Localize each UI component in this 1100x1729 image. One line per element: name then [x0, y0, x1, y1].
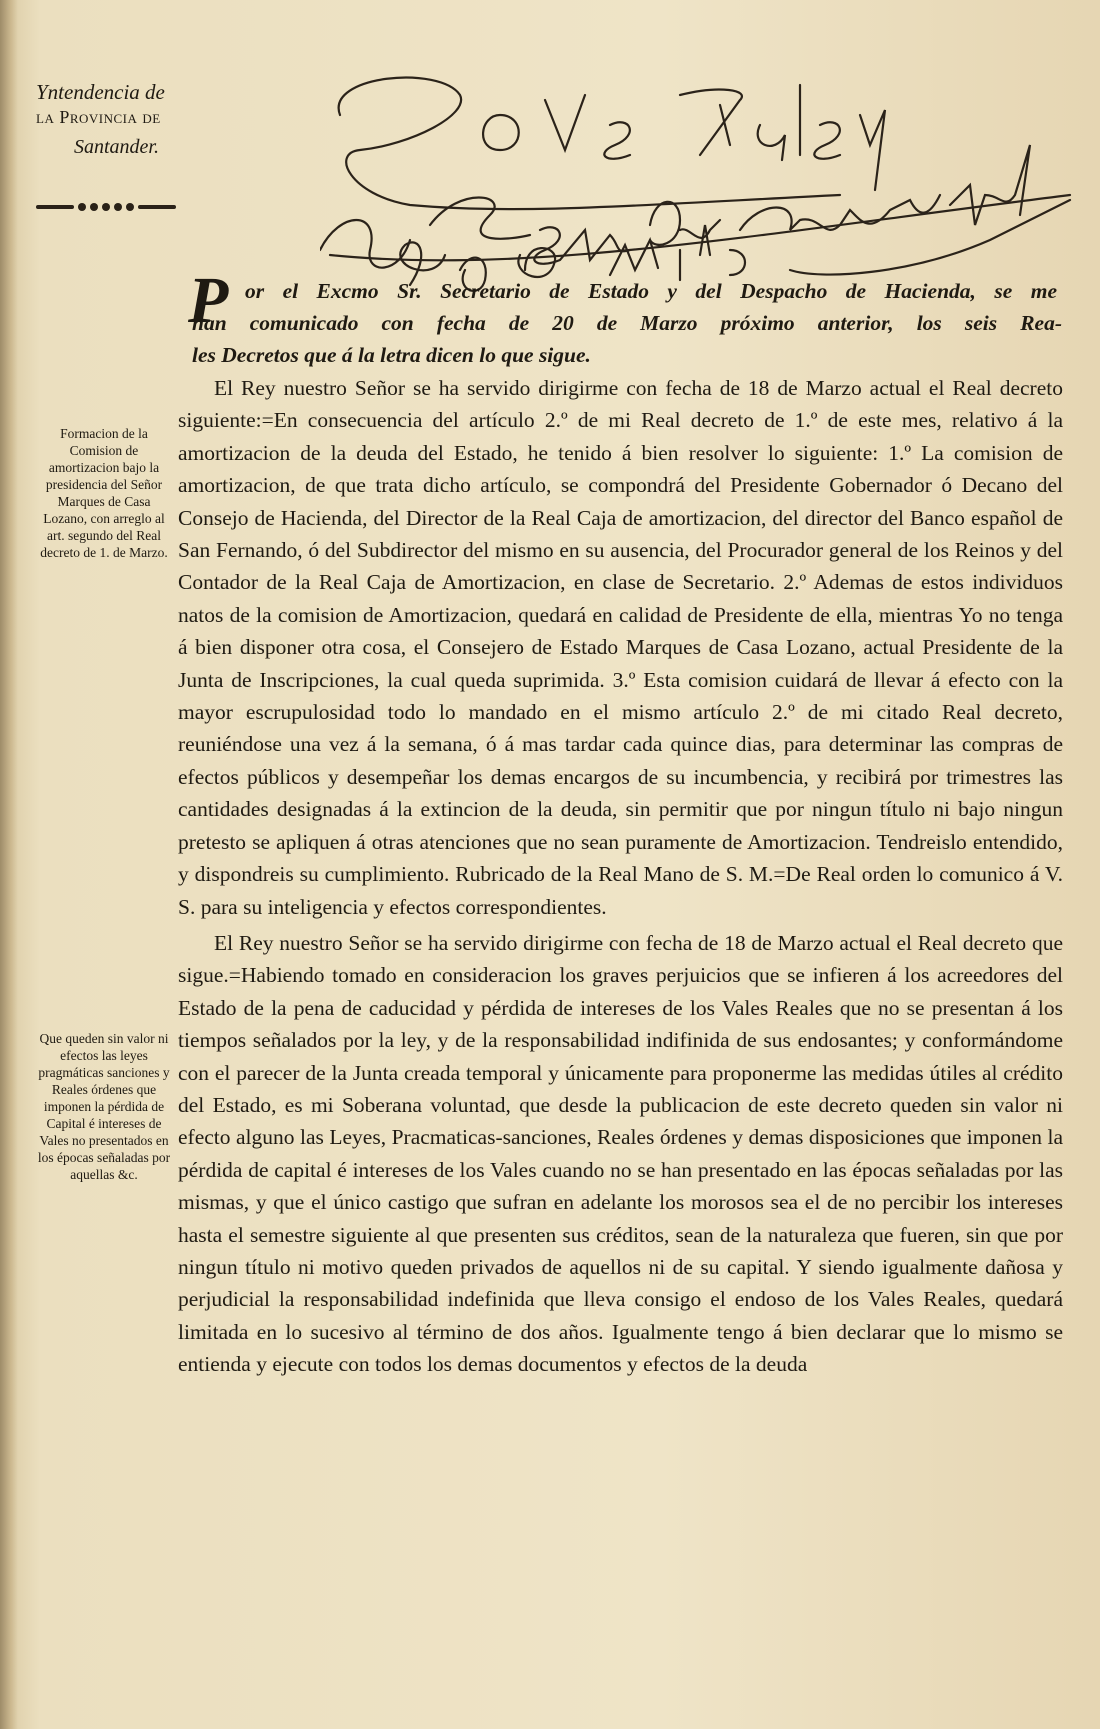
- intro-line3: les Decretos que á la letra dicen lo que sigue.: [192, 343, 591, 367]
- margin-note-amortizacion: Formacion de la Comision de amortizacion bajo la presidencia del Señor Marques de Casa Lozano, con arreglo al art. segundo del Real decreto de 1. de Marzo.: [40, 426, 168, 560]
- ornament-divider: [36, 200, 176, 214]
- letterhead: [36, 80, 206, 159]
- decree-text: [178, 372, 1063, 1381]
- drop-cap: P: [188, 264, 229, 337]
- letterhead-line2: la Provincia de: [36, 107, 161, 127]
- letterhead-line3: Santander.: [74, 136, 159, 158]
- handwritten-annotation: [320, 55, 1080, 295]
- handwriting-strokes: [320, 55, 1080, 295]
- paragraph-amortizacion: El Rey nuestro Señor se ha servido dirigirme con fecha de 18 de Marzo actual el Real decreto siguiente:=En consecuencia del artículo 2.º de mi Real decreto de 1.º de este mes, relativo á la amortizacion de la deuda del Estado, he tenido á bien resolver lo siguiente: 1.º La comision de amortizacion, de que trata dicho artículo, se compondrá del Presidente Gobernador ó Decano del Consejo de Hacienda, del Director de la Real Caja de amortizacion, del director del Banco español de San Fernando, ó del Subdirector del mismo en su ausencia, del Procurador general de los Reinos y del Contador de la Real Caja de Amortizacion, en clase de Secretario. 2.º Ademas de estos individuos natos de la comision de Amortizacion, quedará en calidad de Presidente de ella, mientras Yo no tenga á bien disponer otra cosa, el Consejero de Estado Marques de Casa Lozano, actual Presidente de la Junta de Inscripciones, la cual queda suprimida. 3.º Esta comision cuidará de llevar á efecto con la mayor escrupulosidad todo lo mandado en el mismo artículo 2.º de mi citado Real decreto, reuniéndose una vez á la semana, ó á mas tardar cada quince dias, para determinar las compras de efectos públicos y desempeñar los demas encargos de su incumbencia, y recibirá por trimestres las cantidades designadas á la extincion de la deuda, sin permitir que por ningun título ni bajo ningun pretesto se apliquen á otras atenciones que no sean puramente de Amortizacion. Tendreislo entendido, y dispondreis su cumplimiento. Rubricado de la Real Mano de S. M.=De Real orden lo comunico á V. S. para su inteligencia y efectos correspondientes.: [178, 376, 1063, 919]
- paragraph-vales-reales: El Rey nuestro Señor se ha servido dirigirme con fecha de 18 de Marzo actual el Real decreto que sigue.=Habiendo tomado en consideracion los graves perjuicios que se infieren á los acreedores del Estado de la pena de caducidad y pérdida de intereses de los Vales Reales que no se presentan á los tiempos señalados por la ley, y de la responsabilidad indifinida de sus endosantes; y conformándome con el parecer de la Junta creada temporal y únicamente para proponerme las medidas útiles al crédito del Estado, es mi Soberana voluntad, que desde la publicacion de este decreto queden sin valor ni efecto alguno las Leyes, Pracmaticas-sanciones, Reales órdenes y demas disposiciones que imponen la pérdida de capital é intereses de los Vales cuando no se han presentado en las épocas señaladas por las mismas, y que el único castigo que sufran en adelante los morosos sea el de no percibir los intereses hasta el semestre siguiente al que presenten sus créditos, sean de la naturaleza que fueren, sin que por ningun título ni motivo queden privados de aquellos ni de su capital. Y siendo igualmente dañosa y perjudicial la responsabilidad indefinida que lleva consigo el endoso de los Vales Reales, quedará limitada en lo sucesivo al término de dos años. Igualmente tengo á bien declarar que lo mismo se entienda y ejecute con todos los demas documentos y efectos de la deuda: [178, 930, 1063, 1377]
- letterhead-line1: Yntendencia de: [36, 80, 165, 104]
- intro-line1: or el Excmo Sr. Secretario de Estado y del Despacho de Hacienda, se me: [245, 279, 1057, 303]
- intro-line2: han comunicado con fecha de 20 de Marzo próximo anterior, los seis Rea-: [192, 311, 1062, 335]
- binding-edge: [0, 0, 18, 1729]
- margin-note-vales: Que queden sin valor ni efectos las leyes pragmáticas sanciones y Reales órdenes que imponen la pérdida de Capital é intereses de Vales no presentados en los épocas señaladas por aquellas &c.: [37, 1031, 171, 1182]
